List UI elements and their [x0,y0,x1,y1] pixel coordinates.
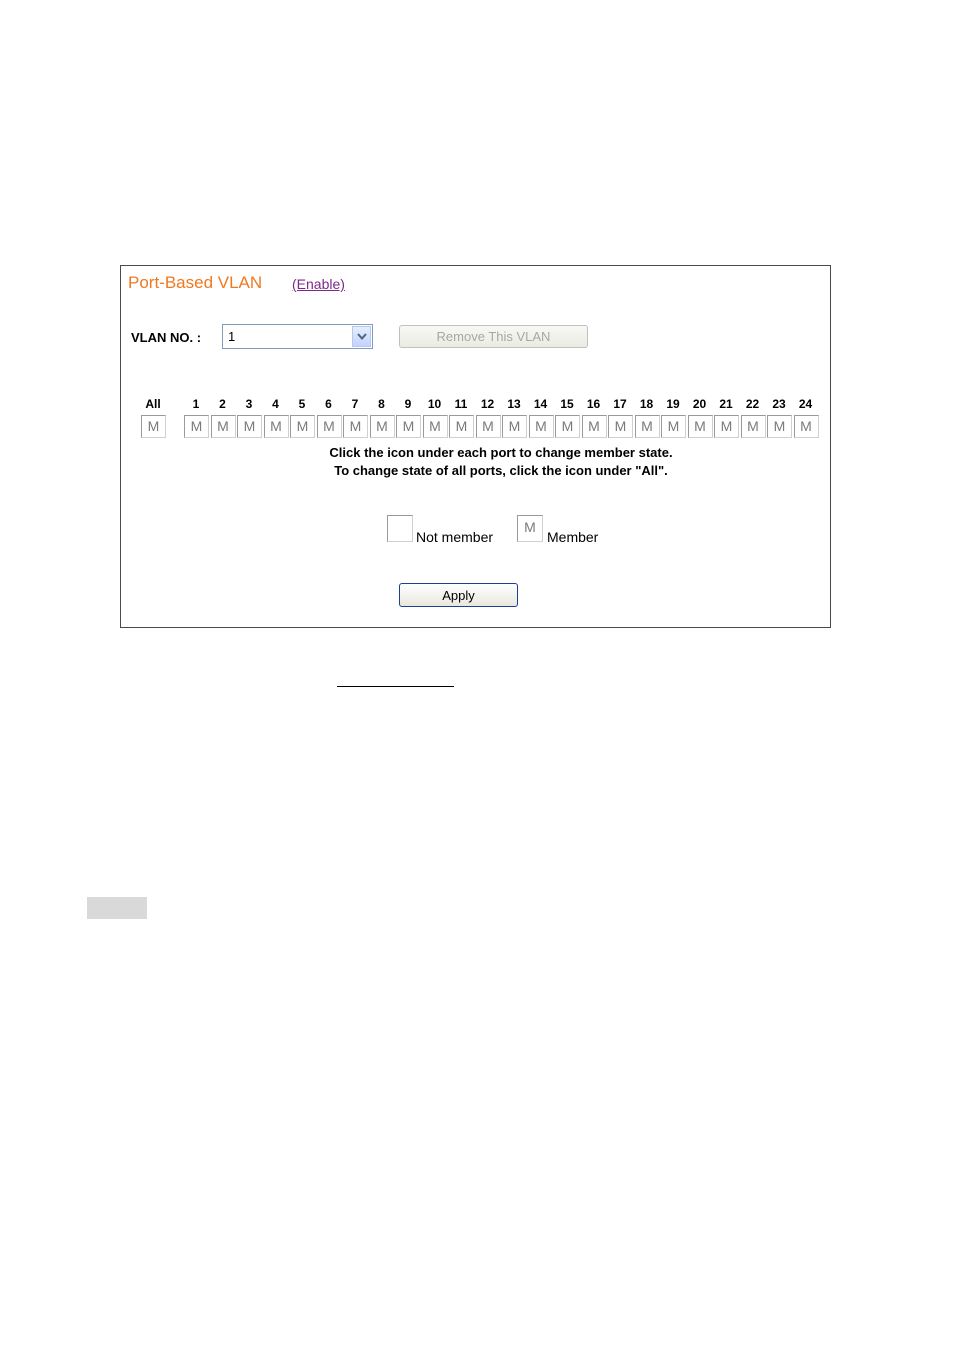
port-member-toggle-6[interactable]: M [317,415,342,438]
port-number-15: 15 [560,397,574,411]
port-number-24: 24 [798,397,813,411]
port-number-13: 13 [507,397,521,411]
port-number-3: 3 [245,397,253,411]
port-member-toggle-4[interactable]: M [264,415,289,438]
port-based-vlan-panel [120,265,831,628]
apply-button[interactable]: Apply [399,583,518,607]
port-member-toggle-13[interactable]: M [502,415,527,438]
port-number-5: 5 [298,397,306,411]
port-number-23: 23 [772,397,786,411]
port-number-12: 12 [480,397,495,411]
not-member-legend-icon [387,515,413,542]
port-number-14: 14 [533,397,548,411]
port-member-toggle-16[interactable]: M [582,415,607,438]
port-member-toggle-22[interactable]: M [741,415,766,438]
port-number-19: 19 [666,397,680,411]
port-number-20: 20 [692,397,707,411]
port-member-toggle-7[interactable]: M [343,415,368,438]
port-member-toggle-9[interactable]: M [396,415,421,438]
port-number-11: 11 [454,397,468,411]
vlan-no-select[interactable] [222,324,373,349]
port-member-toggle-10[interactable]: M [423,415,448,438]
port-member-toggle-12[interactable]: M [476,415,501,438]
vlan-no-label: VLAN NO. : [131,330,202,345]
port-member-toggle-18[interactable]: M [635,415,660,438]
underline-mark [337,686,454,687]
port-member-toggle-23[interactable]: M [767,415,792,438]
port-member-toggle-21[interactable]: M [714,415,739,438]
port-number-18: 18 [639,397,654,411]
remove-vlan-button[interactable]: Remove This VLAN [399,325,588,348]
port-number-8: 8 [378,397,385,411]
member-legend-label: Member [547,529,599,545]
port-member-toggle-20[interactable]: M [688,415,713,438]
vlan-select-value: 1 [228,329,236,344]
port-member-toggle-19[interactable]: M [661,415,686,438]
port-member-toggle-24[interactable]: M [794,415,819,438]
all-ports-toggle[interactable]: M [141,415,166,438]
help-text-line-1: Click the icon under each port to change member state. [329,445,673,460]
all-ports-label: All [145,397,161,411]
port-member-toggle-14[interactable]: M [529,415,554,438]
port-number-16: 16 [586,397,601,411]
port-member-toggle-2[interactable]: M [211,415,236,438]
port-number-1: 1 [192,397,200,411]
member-legend-icon: M [517,515,543,542]
help-text-line-2: To change state of all ports, click the icon under "All". [334,463,668,478]
port-number-10: 10 [427,397,442,411]
port-member-toggle-11[interactable]: M [449,415,474,438]
not-member-legend-label: Not member [416,529,494,545]
port-number-7: 7 [351,397,359,411]
port-member-toggle-8[interactable]: M [370,415,395,438]
port-member-toggle-5[interactable]: M [290,415,315,438]
port-member-toggle-3[interactable]: M [237,415,262,438]
port-number-2: 2 [219,397,226,411]
enable-link[interactable]: (Enable) [292,276,345,292]
port-number-4: 4 [272,397,279,411]
gray-highlight-box [87,897,147,919]
port-number-22: 22 [745,397,760,411]
port-number-17: 17 [613,397,627,411]
panel-title: Port-Based VLAN [128,273,263,292]
port-member-toggle-1[interactable]: M [184,415,209,438]
chevron-down-icon[interactable] [352,326,371,347]
port-member-toggle-15[interactable]: M [555,415,580,438]
port-number-9: 9 [404,397,412,411]
port-number-6: 6 [325,397,332,411]
port-member-toggle-17[interactable]: M [608,415,633,438]
port-number-21: 21 [719,397,733,411]
